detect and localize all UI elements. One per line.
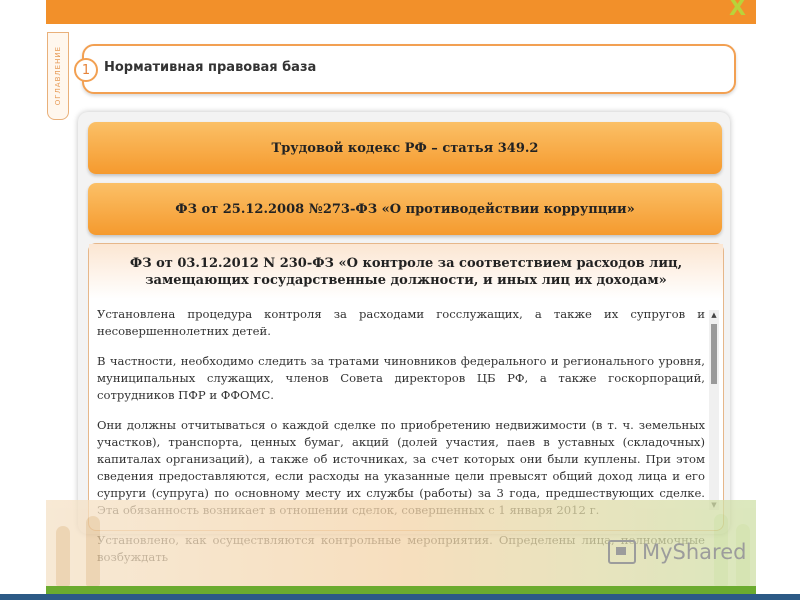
accordion-item-labor-code[interactable]: [88, 122, 722, 174]
accordion-open-title-line1: ФЗ от 03.12.2012 N 230-ФЗ «О контроле за соответствием расходов лиц,: [129, 255, 683, 271]
paragraph: Установлена процедура контроля за расходами госслужащих, а также их супругов и несовершеннолетних детей.: [97, 307, 705, 338]
accordion-open-header[interactable]: [89, 244, 723, 299]
watermark-text: MyShared: [642, 540, 747, 564]
presentation-icon: [608, 540, 636, 564]
close-icon[interactable]: X: [729, 0, 746, 21]
step-number-badge: 1: [74, 58, 98, 82]
table-of-contents-label: ОГЛАВЛЕНИЕ: [54, 46, 62, 106]
section-header: [82, 44, 736, 94]
accordion-item-label: Трудовой кодекс РФ – статья 349.2: [271, 140, 539, 156]
page-title: Нормативная правовая база: [104, 60, 317, 75]
accordion-item-anticorruption-law[interactable]: [88, 183, 722, 235]
paragraph: В частности, необходимо следить за тратами чиновников федерального и регионального уровня, муниципальных служащих, членов Совета директоров ЦБ РФ, а также госкорпораций, сотрудников ПФР и ФФОМС.: [97, 354, 705, 402]
vertical-scrollbar[interactable]: [709, 310, 719, 510]
table-of-contents-tab[interactable]: [47, 32, 69, 120]
scrollable-text-area[interactable]: [97, 306, 705, 528]
scroll-up-arrow-icon[interactable]: ▲: [711, 311, 717, 319]
top-bar: [46, 0, 756, 24]
scroll-thumb[interactable]: [711, 324, 717, 384]
footer-green-strip: [46, 586, 756, 594]
footer-navy-strip: [0, 594, 800, 600]
paragraph: Они должны отчитываться о каждой сделке по приобретению недвижимости (в т. ч. земельных участков), транспорта, ценных бумаг, акций (долей участия, паев в уставных (складочных) капиталах организаций), а также об источниках, за счет которых они были куплены. При этом сведения предоставляются, если расходы на указанные цели превысят общий доход лица и его супруги (супруга) по основному месту их службы (работы) за 3 года, предшествующих сделке.: [97, 418, 705, 500]
accordion-item-label: ФЗ от 25.12.2008 №273-ФЗ «О противодействии коррупции»: [175, 201, 635, 217]
watermark-logo: [608, 540, 746, 564]
accordion-item-expenses-law: [88, 243, 724, 531]
accordion-open-title-line2: замещающих государственные должности, и иных лиц их доходам»: [145, 272, 667, 288]
